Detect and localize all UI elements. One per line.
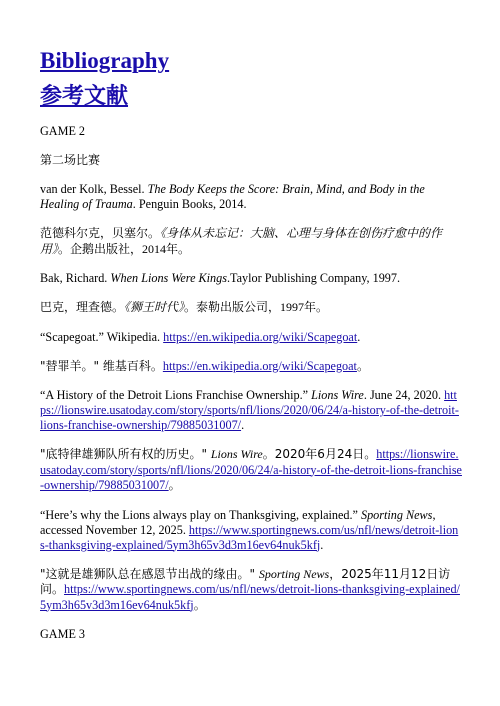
heading-bibliography-link[interactable]: Bibliography: [40, 48, 170, 73]
citation-title-zh: 《狮王时代》: [124, 300, 185, 314]
section-game-3: GAME 3: [40, 627, 86, 641]
section-game-2: GAME 2: [40, 124, 86, 138]
citation-title: When Lions Were Kings: [110, 271, 227, 285]
citation-title: The Body Keeps the Score: Brain, Mind, and Body in the Healing of Trauma: [40, 182, 425, 211]
heading-bibliography-zh: [40, 82, 462, 112]
section-game-2-zh: 第二场比赛: [40, 153, 101, 167]
citation-thanksgiving-zh: "这就是雄狮队总在感恩节出战的缘由。" Sporting News，2025年11月12日访问。https://www.sportingnews.com/us/nfl/news/detroit-lions-thanksgiving-explained/5ym3h65v3d3m16ev64nuk5kfj。: [40, 566, 460, 612]
thanksgiving-link[interactable]: https://www.sportingnews.com/us/nfl/news/detroit-lions-thanksgiving-explained/5ym3h65v3d3m16ev64nuk5kfj: [40, 522, 459, 552]
scapegoat-link-zh[interactable]: https://en.wikipedia.org/wiki/Scapegoat: [162, 358, 357, 373]
citation-lions-ownership-zh: "底特律雄狮队所有权的历史。" Lions Wire。2020年6月24日。https://lionswire.usatoday.com/story/sports/nfl/lions/2020/06/24/a-history-of-the-detroit-lions-franchise-ownership/79885031007/。: [40, 447, 462, 492]
citation-van-der-kolk: van der Kolk, Bessel. The Body Keeps the Score: Brain, Mind, and Body in the Healing of Trauma. Penguin Books, 2014.: [40, 182, 425, 211]
citation-thanksgiving: “Here’s why the Lions always play on Thanksgiving, explained.” Sporting News, accessed November 12, 2025. https://www.sportingnews.com/us/nfl/news/detroit-lions-thanksgiving-explained/5ym3h65v3d3m16ev64nuk5kfj.: [40, 507, 459, 552]
citation-title-zh: 《身体从未忘记：大脑、心理与身体在创伤疗愈中的作用》: [40, 226, 443, 256]
heading-bibliography: [40, 46, 462, 76]
citation-van-der-kolk-zh: 范德科尔克，贝塞尔。《身体从未忘记：大脑、心理与身体在创伤疗愈中的作用》。企鹅出版社，2014年。: [40, 226, 443, 256]
heading-bibliography-zh-link[interactable]: 参考文献: [40, 84, 129, 109]
scapegoat-link[interactable]: https://en.wikipedia.org/wiki/Scapegoat: [163, 329, 358, 344]
citation-bak-zh: 巴克，理查德。《狮王时代》。泰勒出版公司，1997年。: [40, 300, 329, 314]
citation-lions-ownership: “A History of the Detroit Lions Franchise Ownership.” Lions Wire. June 24, 2020. https://lionswire.usatoday.com/story/sports/nfl/lions/2020/06/24/a-history-of-the-detroit-lions-franchise-ownership/79885031007/.: [40, 388, 459, 432]
thanksgiving-link-zh[interactable]: https://www.sportingnews.com/us/nfl/news/detroit-lions-thanksgiving-explained/5ym3h65v3d3m16ev64nuk5kfj: [40, 582, 460, 612]
lions-ownership-link-zh[interactable]: https://lionswire.usatoday.com/story/sports/nfl/lions/2020/06/24/a-history-of-the-detroit-lions-franchise-ownership/79885031007/: [40, 447, 462, 492]
lions-ownership-link[interactable]: https://lionswire.usatoday.com/story/sports/nfl/lions/2020/06/24/a-history-of-the-detroit-lions-franchise-ownership/79885031007/: [40, 388, 459, 432]
citation-bak: Bak, Richard. When Lions Were Kings.Taylor Publishing Company, 1997.: [40, 271, 401, 285]
citation-scapegoat-zh: "替罪羊。" 维基百科。https://en.wikipedia.org/wiki/Scapegoat。: [40, 358, 369, 373]
citation-scapegoat: “Scapegoat.” Wikipedia. https://en.wikipedia.org/wiki/Scapegoat.: [40, 329, 361, 344]
